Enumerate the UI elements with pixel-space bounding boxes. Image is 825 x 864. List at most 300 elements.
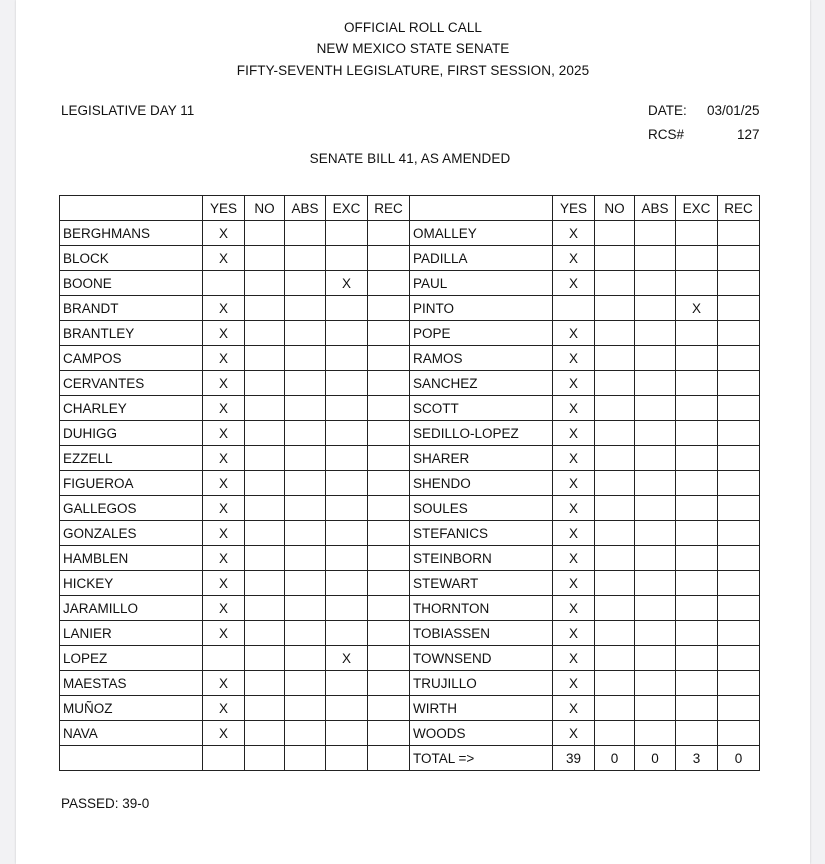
vote-cell xyxy=(285,721,326,746)
vote-cell xyxy=(718,221,760,246)
vote-mark: X xyxy=(553,371,595,396)
table-row xyxy=(60,646,760,671)
senator-name: PAUL xyxy=(410,271,553,296)
vote-cell xyxy=(635,521,676,546)
vote-cell xyxy=(285,696,326,721)
vote-cell xyxy=(595,621,635,646)
total-rec: 0 xyxy=(718,746,760,771)
total-label: TOTAL => xyxy=(410,746,553,771)
column-header-no: NO xyxy=(245,196,285,221)
vote-mark: X xyxy=(203,696,245,721)
vote-cell xyxy=(368,221,410,246)
vote-mark: X xyxy=(553,571,595,596)
vote-cell xyxy=(635,246,676,271)
column-header-abs: ABS xyxy=(635,196,676,221)
vote-cell xyxy=(326,396,368,421)
column-header-abs: ABS xyxy=(285,196,326,221)
table-row xyxy=(60,746,760,771)
vote-mark: X xyxy=(203,571,245,596)
vote-cell xyxy=(245,596,285,621)
vote-mark: X xyxy=(203,296,245,321)
vote-cell xyxy=(595,546,635,571)
table-row xyxy=(60,496,760,521)
vote-cell xyxy=(245,321,285,346)
vote-cell xyxy=(676,696,718,721)
vote-cell xyxy=(326,296,368,321)
senator-name: PINTO xyxy=(410,296,553,321)
column-header-exc: EXC xyxy=(676,196,718,221)
vote-cell xyxy=(368,346,410,371)
table-row xyxy=(60,271,760,296)
vote-cell xyxy=(285,396,326,421)
vote-mark: X xyxy=(203,371,245,396)
vote-cell xyxy=(326,596,368,621)
vote-mark: X xyxy=(553,621,595,646)
table-row xyxy=(60,446,760,471)
doc-session: FIFTY-SEVENTH LEGISLATURE, FIRST SESSION, 2025 xyxy=(236,63,590,78)
table-row xyxy=(60,546,760,571)
senator-name: BRANTLEY xyxy=(60,321,203,346)
vote-cell xyxy=(245,521,285,546)
vote-cell xyxy=(285,321,326,346)
vote-cell xyxy=(718,546,760,571)
vote-cell xyxy=(245,546,285,571)
vote-cell xyxy=(368,321,410,346)
vote-cell xyxy=(326,521,368,546)
vote-cell xyxy=(245,471,285,496)
senator-name: BOONE xyxy=(60,271,203,296)
senator-name: MUÑOZ xyxy=(60,696,203,721)
senator-name: CERVANTES xyxy=(60,371,203,396)
vote-cell xyxy=(635,596,676,621)
vote-cell xyxy=(718,321,760,346)
vote-cell xyxy=(718,396,760,421)
vote-cell xyxy=(718,346,760,371)
doc-subtitle: NEW MEXICO STATE SENATE xyxy=(316,41,510,56)
vote-cell xyxy=(595,696,635,721)
vote-cell xyxy=(245,696,285,721)
vote-mark: X xyxy=(553,396,595,421)
left-name-header xyxy=(60,196,203,221)
legislative-day: LEGISLATIVE DAY 11 xyxy=(61,103,195,118)
total-yes: 39 xyxy=(553,746,595,771)
table-row xyxy=(60,221,760,246)
vote-cell xyxy=(245,671,285,696)
vote-cell xyxy=(285,671,326,696)
senator-name: HICKEY xyxy=(60,571,203,596)
vote-mark: X xyxy=(203,346,245,371)
vote-cell xyxy=(245,646,285,671)
vote-cell xyxy=(595,371,635,396)
vote-cell xyxy=(635,671,676,696)
vote-cell xyxy=(285,571,326,596)
vote-cell xyxy=(718,446,760,471)
vote-mark: X xyxy=(553,471,595,496)
vote-mark: X xyxy=(203,221,245,246)
vote-cell xyxy=(595,721,635,746)
senator-name: TRUJILLO xyxy=(410,671,553,696)
vote-cell xyxy=(368,371,410,396)
vote-cell xyxy=(285,596,326,621)
vote-cell xyxy=(635,396,676,421)
vote-cell xyxy=(718,496,760,521)
vote-cell xyxy=(676,721,718,746)
senator-name: GONZALES xyxy=(60,521,203,546)
vote-cell xyxy=(676,346,718,371)
vote-cell xyxy=(718,271,760,296)
vote-cell xyxy=(635,546,676,571)
senator-name: GALLEGOS xyxy=(60,496,203,521)
vote-cell xyxy=(676,621,718,646)
vote-mark: X xyxy=(203,246,245,271)
senator-name: SOULES xyxy=(410,496,553,521)
vote-cell xyxy=(635,346,676,371)
vote-cell xyxy=(368,546,410,571)
senator-name: TOBIASSEN xyxy=(410,621,553,646)
vote-cell xyxy=(595,421,635,446)
vote-mark: X xyxy=(553,496,595,521)
vote-cell xyxy=(245,271,285,296)
vote-cell xyxy=(326,246,368,271)
vote-mark: X xyxy=(553,246,595,271)
vote-cell xyxy=(553,296,595,321)
vote-cell xyxy=(285,221,326,246)
rcs-label: RCS# xyxy=(648,127,685,142)
senator-name: POPE xyxy=(410,321,553,346)
vote-cell xyxy=(718,696,760,721)
table-row xyxy=(60,421,760,446)
senator-name: SEDILLO-LOPEZ xyxy=(410,421,553,446)
vote-cell xyxy=(285,446,326,471)
senator-name: SCOTT xyxy=(410,396,553,421)
vote-cell xyxy=(676,496,718,521)
table-row xyxy=(60,396,760,421)
senator-name: STEWART xyxy=(410,571,553,596)
senator-name: RAMOS xyxy=(410,346,553,371)
vote-cell xyxy=(676,646,718,671)
vote-mark: X xyxy=(553,546,595,571)
vote-cell xyxy=(676,271,718,296)
vote-mark: X xyxy=(553,721,595,746)
vote-cell xyxy=(595,446,635,471)
vote-mark: X xyxy=(203,496,245,521)
vote-cell xyxy=(635,646,676,671)
senator-name: STEFANICS xyxy=(410,521,553,546)
vote-cell xyxy=(285,271,326,296)
senator-name: MAESTAS xyxy=(60,671,203,696)
vote-mark: X xyxy=(553,346,595,371)
vote-cell xyxy=(676,546,718,571)
vote-cell xyxy=(718,671,760,696)
vote-cell xyxy=(203,271,245,296)
vote-cell xyxy=(676,521,718,546)
vote-cell xyxy=(368,621,410,646)
vote-cell xyxy=(635,221,676,246)
vote-cell xyxy=(635,421,676,446)
vote-mark: X xyxy=(203,596,245,621)
vote-cell xyxy=(595,271,635,296)
senator-name: LOPEZ xyxy=(60,646,203,671)
senator-name: PADILLA xyxy=(410,246,553,271)
vote-cell xyxy=(326,221,368,246)
vote-cell xyxy=(368,446,410,471)
table-row xyxy=(60,596,760,621)
senator-name: BRANDT xyxy=(60,296,203,321)
senator-name: THORNTON xyxy=(410,596,553,621)
vote-cell xyxy=(718,246,760,271)
table-row xyxy=(60,321,760,346)
vote-mark: X xyxy=(676,296,718,321)
vote-cell xyxy=(245,496,285,521)
right-name-header xyxy=(410,196,553,221)
senator-name: FIGUEROA xyxy=(60,471,203,496)
vote-cell xyxy=(368,721,410,746)
vote-cell xyxy=(635,271,676,296)
vote-cell xyxy=(635,496,676,521)
vote-cell xyxy=(718,596,760,621)
table-row xyxy=(60,571,760,596)
vote-mark: X xyxy=(203,471,245,496)
vote-cell xyxy=(635,696,676,721)
senator-name: HAMBLEN xyxy=(60,546,203,571)
vote-cell xyxy=(285,246,326,271)
rcs-value: 127 xyxy=(737,127,760,142)
vote-mark: X xyxy=(553,446,595,471)
senator-name: WOODS xyxy=(410,721,553,746)
vote-cell xyxy=(245,396,285,421)
vote-cell xyxy=(285,346,326,371)
senator-name: LANIER xyxy=(60,621,203,646)
vote-cell xyxy=(285,471,326,496)
senator-name: EZZELL xyxy=(60,446,203,471)
vote-table xyxy=(59,195,760,771)
vote-cell xyxy=(676,446,718,471)
total-exc: 3 xyxy=(676,746,718,771)
date-label: DATE: xyxy=(648,103,687,118)
vote-cell xyxy=(635,371,676,396)
vote-cell xyxy=(368,471,410,496)
vote-cell xyxy=(676,596,718,621)
vote-cell xyxy=(368,496,410,521)
vote-cell xyxy=(245,421,285,446)
vote-cell xyxy=(676,396,718,421)
senator-name: WIRTH xyxy=(410,696,553,721)
vote-mark: X xyxy=(326,646,368,671)
vote-cell xyxy=(718,471,760,496)
senator-name: SANCHEZ xyxy=(410,371,553,396)
senator-name: BERGHMANS xyxy=(60,221,203,246)
vote-cell xyxy=(326,696,368,721)
vote-cell xyxy=(326,721,368,746)
vote-cell xyxy=(368,271,410,296)
vote-cell xyxy=(718,646,760,671)
table-row xyxy=(60,246,760,271)
vote-mark: X xyxy=(553,321,595,346)
vote-cell xyxy=(595,346,635,371)
vote-cell xyxy=(595,521,635,546)
vote-cell xyxy=(595,646,635,671)
vote-cell xyxy=(368,571,410,596)
vote-mark: X xyxy=(203,321,245,346)
table-row xyxy=(60,471,760,496)
vote-cell xyxy=(285,496,326,521)
vote-mark: X xyxy=(203,421,245,446)
vote-cell xyxy=(368,646,410,671)
vote-mark: X xyxy=(203,671,245,696)
vote-cell xyxy=(326,471,368,496)
vote-cell xyxy=(326,496,368,521)
table-row xyxy=(60,621,760,646)
vote-cell xyxy=(245,721,285,746)
doc-title: OFFICIAL ROLL CALL xyxy=(343,20,483,35)
vote-cell xyxy=(595,246,635,271)
column-header-yes: YES xyxy=(553,196,595,221)
vote-cell xyxy=(285,746,326,771)
vote-cell xyxy=(368,296,410,321)
vote-mark: X xyxy=(203,521,245,546)
vote-cell xyxy=(245,571,285,596)
vote-cell xyxy=(595,471,635,496)
vote-mark: X xyxy=(553,696,595,721)
vote-cell xyxy=(285,421,326,446)
vote-mark: X xyxy=(203,621,245,646)
vote-cell xyxy=(368,671,410,696)
vote-cell xyxy=(245,621,285,646)
vote-cell xyxy=(203,646,245,671)
vote-mark: X xyxy=(203,396,245,421)
senator-name xyxy=(60,746,203,771)
vote-cell xyxy=(595,671,635,696)
vote-cell xyxy=(285,546,326,571)
column-header-no: NO xyxy=(595,196,635,221)
vote-cell xyxy=(635,446,676,471)
table-row xyxy=(60,371,760,396)
senator-name: OMALLEY xyxy=(410,221,553,246)
vote-cell xyxy=(326,421,368,446)
vote-cell xyxy=(676,246,718,271)
vote-cell xyxy=(635,296,676,321)
vote-mark: X xyxy=(553,221,595,246)
vote-cell xyxy=(245,221,285,246)
senator-name: JARAMILLO xyxy=(60,596,203,621)
vote-cell xyxy=(368,396,410,421)
vote-cell xyxy=(326,446,368,471)
vote-cell xyxy=(635,721,676,746)
vote-mark: X xyxy=(203,446,245,471)
senator-name: DUHIGG xyxy=(60,421,203,446)
vote-mark: X xyxy=(203,721,245,746)
vote-mark: X xyxy=(203,546,245,571)
vote-cell xyxy=(245,446,285,471)
vote-cell xyxy=(635,471,676,496)
senator-name: CAMPOS xyxy=(60,346,203,371)
table-header-row xyxy=(60,196,760,221)
column-header-exc: EXC xyxy=(326,196,368,221)
senator-name: SHARER xyxy=(410,446,553,471)
vote-cell xyxy=(326,321,368,346)
vote-cell xyxy=(368,521,410,546)
senator-name: TOWNSEND xyxy=(410,646,553,671)
vote-cell xyxy=(595,571,635,596)
vote-cell xyxy=(595,596,635,621)
vote-cell xyxy=(718,521,760,546)
vote-mark: X xyxy=(553,521,595,546)
vote-cell xyxy=(676,471,718,496)
total-no: 0 xyxy=(595,746,635,771)
total-abs: 0 xyxy=(635,746,676,771)
vote-cell xyxy=(326,546,368,571)
vote-cell xyxy=(285,371,326,396)
senator-name: SHENDO xyxy=(410,471,553,496)
vote-cell xyxy=(245,746,285,771)
table-row xyxy=(60,671,760,696)
vote-cell xyxy=(326,571,368,596)
senator-name: NAVA xyxy=(60,721,203,746)
result-text: PASSED: 39-0 xyxy=(61,796,150,811)
vote-cell xyxy=(635,621,676,646)
vote-cell xyxy=(368,696,410,721)
vote-cell xyxy=(285,296,326,321)
vote-cell xyxy=(326,621,368,646)
vote-cell xyxy=(718,571,760,596)
vote-cell xyxy=(245,346,285,371)
senator-name: STEINBORN xyxy=(410,546,553,571)
vote-cell xyxy=(595,221,635,246)
roll-call-document xyxy=(16,0,810,864)
vote-mark: X xyxy=(553,271,595,296)
vote-cell xyxy=(245,371,285,396)
vote-cell xyxy=(285,521,326,546)
vote-cell xyxy=(368,746,410,771)
senator-name: CHARLEY xyxy=(60,396,203,421)
vote-cell xyxy=(676,321,718,346)
vote-cell xyxy=(326,671,368,696)
table-row xyxy=(60,696,760,721)
vote-cell xyxy=(245,296,285,321)
vote-cell xyxy=(676,671,718,696)
senator-name: BLOCK xyxy=(60,246,203,271)
vote-cell xyxy=(326,371,368,396)
vote-cell xyxy=(718,421,760,446)
vote-cell xyxy=(595,496,635,521)
vote-mark: X xyxy=(553,421,595,446)
vote-cell xyxy=(368,596,410,621)
vote-cell xyxy=(676,371,718,396)
table-row xyxy=(60,346,760,371)
date-value: 03/01/25 xyxy=(707,103,760,118)
vote-cell xyxy=(635,571,676,596)
table-row xyxy=(60,296,760,321)
vote-mark: X xyxy=(553,671,595,696)
table-row xyxy=(60,521,760,546)
vote-mark: X xyxy=(553,646,595,671)
vote-cell xyxy=(203,746,245,771)
column-header-yes: YES xyxy=(203,196,245,221)
column-header-rec: REC xyxy=(718,196,760,221)
vote-cell xyxy=(718,296,760,321)
vote-cell xyxy=(595,396,635,421)
vote-cell xyxy=(245,246,285,271)
vote-mark: X xyxy=(326,271,368,296)
vote-cell xyxy=(285,621,326,646)
vote-cell xyxy=(326,346,368,371)
vote-cell xyxy=(676,221,718,246)
vote-cell xyxy=(368,246,410,271)
vote-cell xyxy=(718,371,760,396)
vote-cell xyxy=(595,296,635,321)
vote-cell xyxy=(676,571,718,596)
vote-cell xyxy=(595,321,635,346)
